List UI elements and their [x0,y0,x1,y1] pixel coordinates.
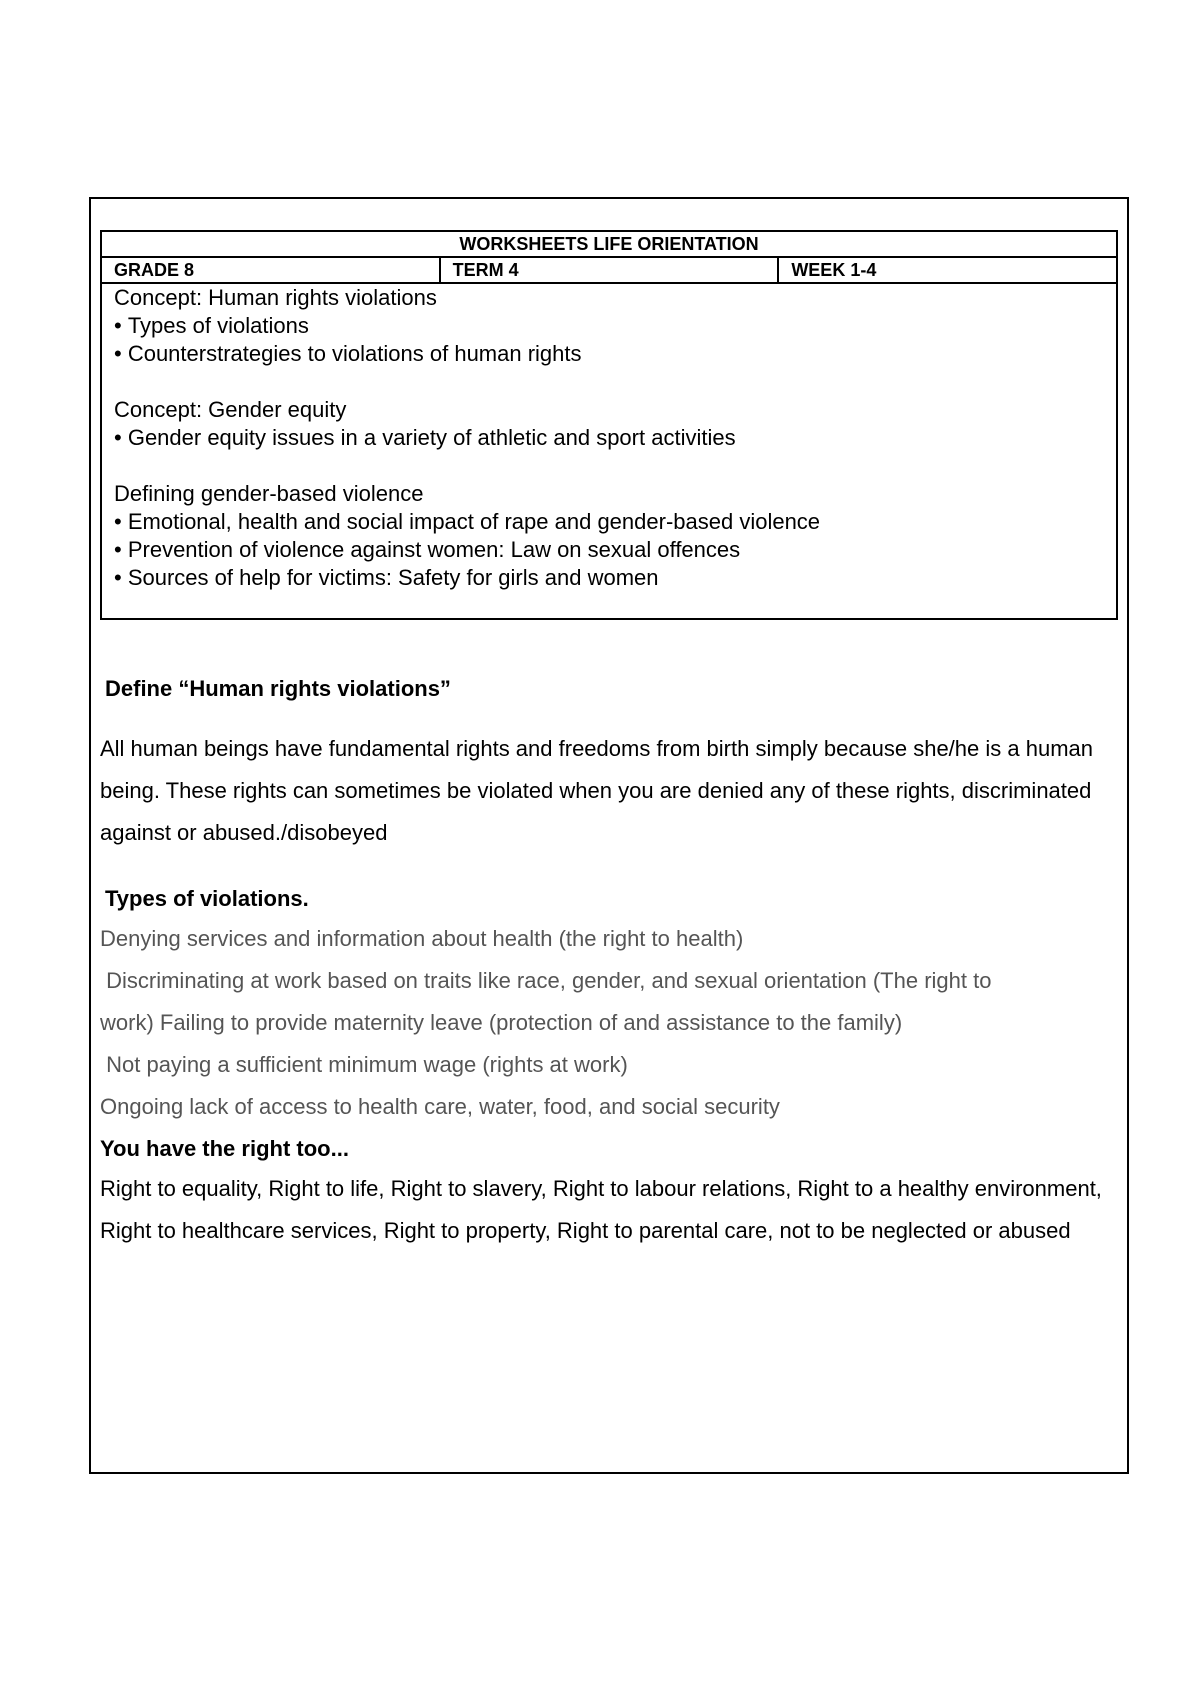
topic-block [114,480,1104,592]
types-line: Not paying a sufficient minimum wage (rights at work) [100,1052,628,1077]
topic-bullet: • Counterstrategies to violations of human rights [114,340,1104,368]
term-cell: TERM 4 [440,257,779,283]
concepts-cell [101,283,1117,619]
worksheet-title: WORKSHEETS LIFE ORIENTATION [101,231,1117,257]
rights-paragraph: Right to equality, Right to life, Right to slavery, Right to labour relations, Right to a healthy environment, Right to healthcare services, Right to property, Right to parental care, not to be neglected or abused [100,1176,1102,1243]
grade-cell: GRADE 8 [101,257,440,283]
week-cell: WEEK 1-4 [778,257,1117,283]
types-line: Ongoing lack of access to health care, water, food, and social security [100,1094,780,1119]
types-line: Discriminating at work based on traits like race, gender, and sexual orientation (The right to [100,968,992,993]
topic-heading: Defining gender-based violence [114,481,424,506]
topic-heading: Concept: Human rights violations [114,285,437,310]
rights-heading: You have the right too... [100,1136,349,1161]
define-heading: Define “Human rights violations” [105,676,451,701]
topic-bullet: • Sources of help for victims: Safety for girls and women [114,564,1104,592]
topic-bullet: • Prevention of violence against women: Law on sexual offences [114,536,1104,564]
topic-block [114,396,1104,452]
topic-block [114,284,1104,368]
define-paragraph: All human beings have fundamental rights and freedoms from birth simply because she/he is a human being. These rights can sometimes be violated when you are denied any of these rights, discriminated against or abused./disobeyed [100,736,1093,845]
types-list [100,918,1120,1128]
types-line: Denying services and information about health (the right to health) [100,926,744,951]
topic-bullet: • Types of violations [114,312,1104,340]
worksheet-header-table [100,230,1118,620]
types-line: work) Failing to provide maternity leave (protection of and assistance to the family) [100,1010,903,1035]
types-heading: Types of violations. [105,886,309,911]
topic-bullet: • Gender equity issues in a variety of athletic and sport activities [114,424,1104,452]
topic-bullet: • Emotional, health and social impact of rape and gender-based violence [114,508,1104,536]
topic-heading: Concept: Gender equity [114,397,347,422]
